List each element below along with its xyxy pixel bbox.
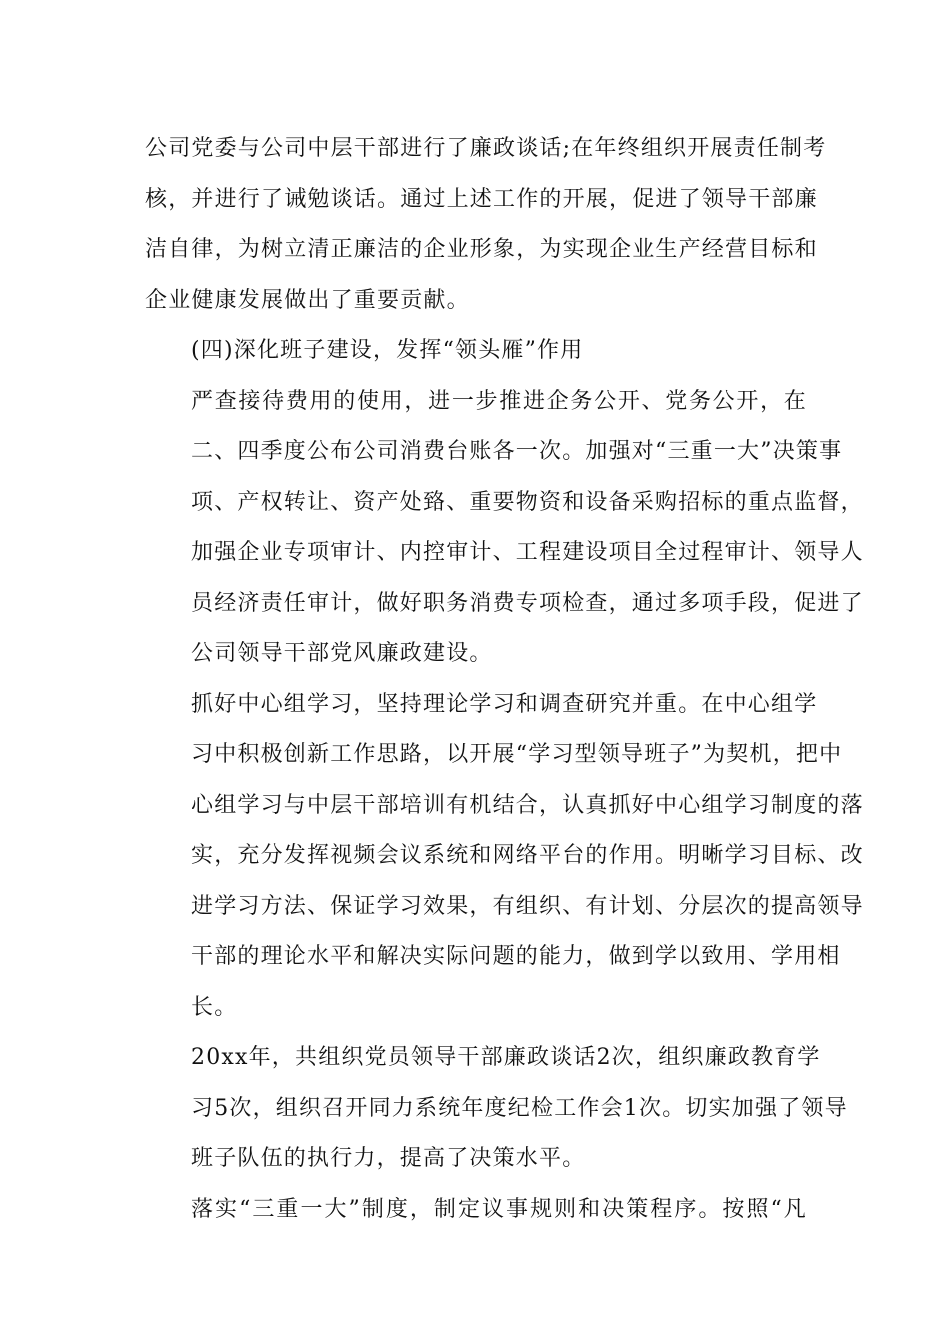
text-line: 心组学习与中层干部培训有机结合，认真抓好中心组学习制度的落 [191, 792, 864, 818]
text-line: 抓好中心组学习，坚持理论学习和调查研究并重。在中心组学 [191, 691, 818, 717]
text-line: 20xx年，共组织党员领导干部廉政谈话2次，组织廉政教育学 [191, 1045, 821, 1070]
text-line: 落实“三重一大”制度，制定议事规则和决策程序。按照“凡 [191, 1196, 807, 1222]
section-heading [145, 326, 807, 377]
paragraph-3 [145, 377, 864, 680]
text-line: 二、四季度公布公司消费台账各一次。加强对“三重一大”决策事 [191, 439, 843, 464]
text-line: 长。 [191, 994, 238, 1020]
text-line: 项、产权转让、资产处臵、重要物资和设备采购招标的重点监督， [191, 489, 864, 515]
text-line: 干部的理论水平和解决实际问题的能力，做到学以致用、学用相 [191, 944, 841, 969]
text-line: 习5次，组织召开同力系统年度纪检工作会1次。切实加强了领导 [191, 1095, 848, 1121]
text-line: 核，并进行了诫勉谈话。通过上述工作的开展，促进了领导干部廉 [145, 186, 818, 212]
text-line: 进学习方法、保证学习效果，有组织、有计划、分层次的提高领导 [191, 893, 864, 919]
paragraph-4 [145, 680, 864, 1034]
paragraph-5 [145, 1033, 848, 1185]
paragraph-6 [145, 1185, 807, 1236]
text-line: 实，充分发挥视频会议系统和网络平台的作用。明晰学习目标、改 [191, 843, 864, 868]
section-heading-text: (四)深化班子建设，发挥“领头雁”作用 [191, 338, 584, 363]
text-line: 班子队伍的执行力，提高了决策水平。 [191, 1146, 586, 1171]
text-line: 公司党委与公司中层干部进行了廉政谈话;在年终组织开展责任制考 [145, 136, 827, 161]
text-line: 习中积极创新工作思路，以开展“学习型领导班子”为契机，把中 [191, 742, 843, 767]
text-line: 洁自律，为树立清正廉洁的企业形象，为实现企业生产经营目标和 [145, 237, 818, 262]
text-line: 员经济责任审计，做好职务消费专项检查，通过多项手段，促进了 [191, 590, 864, 616]
text-line: 严查接待费用的使用，进一步推进企务公开、党务公开，在 [191, 388, 807, 414]
text-line: 企业健康发展做出了重要贡献。 [145, 287, 470, 313]
document-body [145, 124, 864, 1235]
text-line: 公司领导干部党风廉政建设。 [191, 641, 493, 666]
paragraph-1 [145, 124, 827, 326]
text-line: 加强企业专项审计、内控审计、工程建设项目全过程审计、领导人 [191, 540, 864, 565]
